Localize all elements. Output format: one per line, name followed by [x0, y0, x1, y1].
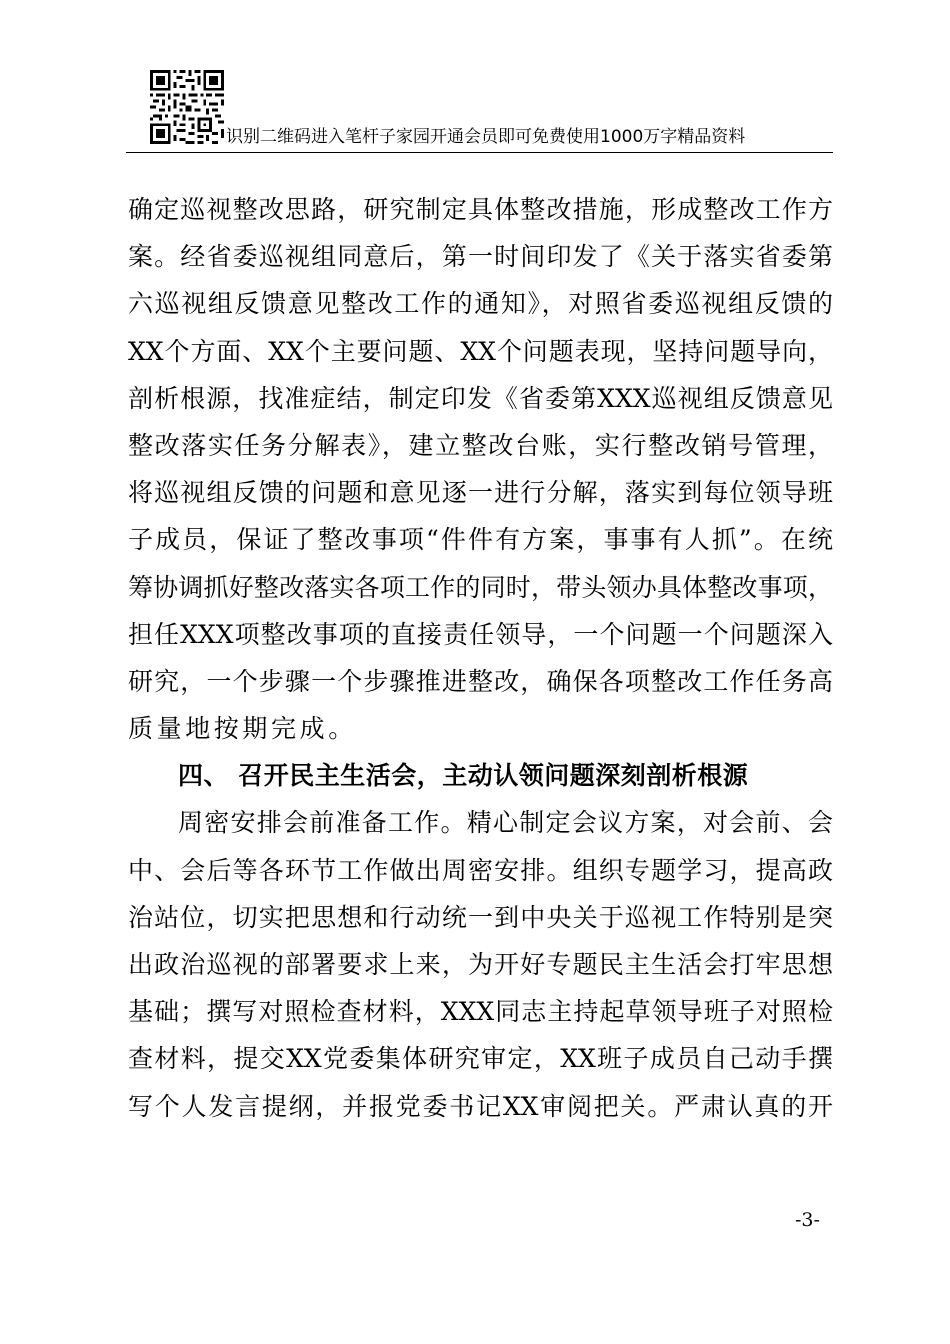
text-line: 写个人发言提纲，并报党委书记XX审阅把关。严肃认真的开 [128, 1091, 833, 1121]
page-number: -3- [795, 1209, 820, 1231]
body-text [128, 186, 833, 1130]
header-note: 识别二维码进入笔杆子家园开通会员即可免费使用1000万字精品资料 [226, 127, 746, 147]
text-line: 基础；撰写对照检查材料，XXX同志主持起草领导班子对照检 [128, 997, 833, 1027]
text-line: 案。经省委巡视组同意后，第一时间印发了《关于落实省委第 [128, 242, 833, 272]
text-line: 将巡视组反馈的问题和意见逐一进行分解，落实到每位领导班 [128, 478, 833, 508]
text-line: 质量地按期完成。 [128, 714, 357, 744]
text-line: 治站位，切实把思想和行动统一到中央关于巡视工作特别是突 [128, 902, 833, 932]
text-line: 剖析根源，找准症结，制定印发《省委第XXX巡视组反馈意见 [128, 383, 833, 413]
text-line: 担任XXX项整改事项的直接责任领导，一个问题一个问题深入 [128, 619, 833, 649]
section-heading: 四、 召开民主生活会，主动认领问题深刻剖析根源 [178, 761, 749, 791]
text-line: 整改落实任务分解表》，建立整改台账，实行整改销号管理， [128, 430, 833, 460]
header-rule [126, 152, 833, 153]
text-line: 周密安排会前准备工作。精心制定会议方案，对会前、会 [178, 808, 833, 838]
text-line: 确定巡视整改思路，研究制定具体整改措施，形成整改工作方 [128, 195, 833, 224]
text-line: XX个方面、XX个主要问题、XX个问题表现，坚持问题导向， [128, 336, 833, 366]
text-line: 出政治巡视的部署要求上来，为开好专题民主生活会打牢思想 [128, 950, 833, 979]
text-line: 中、会后等各环节工作做出周密安排。组织专题学习，提高政 [128, 855, 833, 885]
text-line: 子成员，保证了整改事项“件件有方案，事事有人抓”。在统 [128, 525, 833, 555]
text-line: 研究，一个步骤一个步骤推进整改，确保各项整改工作任务高 [128, 666, 833, 696]
qr-code-icon [150, 70, 224, 144]
text-line: 六巡视组反馈意见整改工作的通知》，对照省委巡视组反馈的 [128, 289, 833, 319]
text-line: 筹协调抓好整改落实各项工作的同时，带头领办具体整改事项， [128, 572, 833, 602]
text-line: 查材料，提交XX党委集体研究审定，XX班子成员自己动手撰 [128, 1044, 833, 1074]
